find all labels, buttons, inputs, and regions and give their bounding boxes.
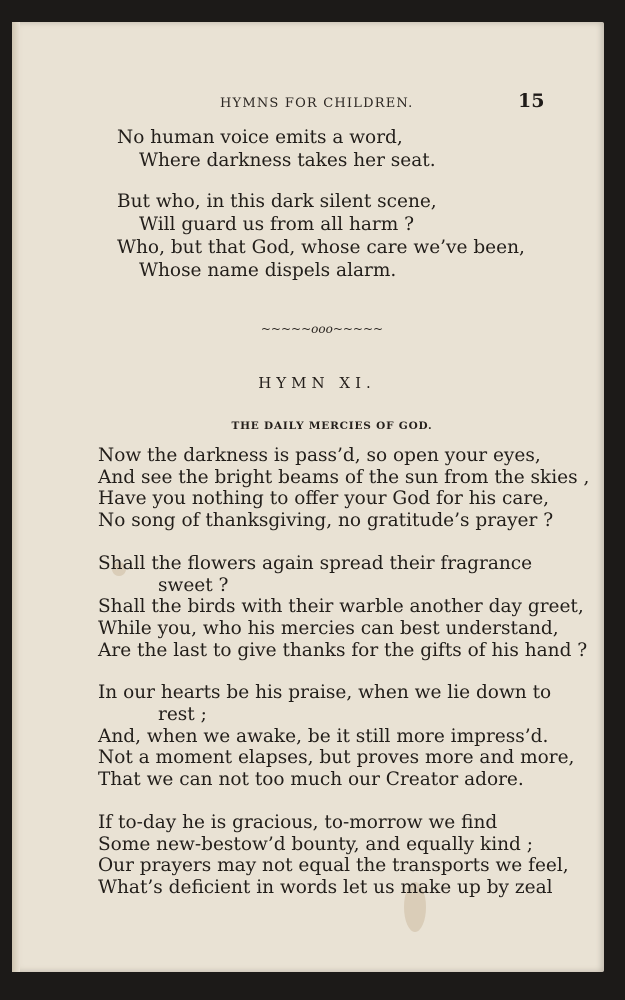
verse-line: What’s deficient in words let us make up by zeal: [98, 876, 553, 898]
verse-line: Are the last to give thanks for the gifts of his hand ?: [98, 639, 588, 661]
stanza: [98, 811, 569, 899]
running-title: HYMNS FOR CHILDREN.: [220, 96, 414, 111]
verse-line: Whose name dispels alarm.: [139, 260, 397, 281]
verse-line: In our hearts be his praise, when we lie down to: [98, 682, 552, 704]
verse-line: And see the bright beams of the sun from the skies ,: [98, 466, 590, 488]
hymn-body: [98, 445, 590, 920]
page-header: [12, 90, 604, 120]
verse-line: Have you nothing to offer your God for his care,: [98, 488, 550, 510]
continued-verses: [117, 126, 525, 300]
verse-line: While you, who his mercies can best understand,: [98, 617, 559, 639]
page-gutter: [12, 22, 20, 972]
verse-line: Not a moment elapses, but proves more and more,: [98, 747, 575, 769]
verse-line: And, when we awake, be it still more impress’d.: [98, 725, 549, 747]
verse-line: Now the darkness is pass’d, so open your eyes,: [98, 445, 541, 466]
verse-line: Our prayers may not equal the transports we feel,: [98, 855, 569, 877]
section-ornament: ~~~~~ooo~~~~~: [260, 322, 384, 336]
verse-line: No human voice emits a word,: [117, 127, 403, 148]
verse-line: sweet ?: [158, 574, 229, 596]
verse-line: Who, but that God, whose care we’ve been,: [117, 237, 525, 258]
verse-line: If to-day he is gracious, to-morrow we find: [98, 811, 498, 833]
verse-line: That we can not too much our Creator adore.: [98, 769, 524, 791]
verse-line: No song of thanksgiving, no gratitude’s prayer ?: [98, 510, 554, 532]
stanza: [117, 126, 517, 172]
stanza: [98, 682, 575, 791]
book-page: [12, 22, 604, 972]
verse-line: Will guard us from all harm ?: [139, 214, 415, 235]
hymn-number: HYMN XI.: [258, 374, 376, 392]
hymn-subtitle: THE DAILY MERCIES OF GOD.: [231, 420, 433, 432]
verse-line: But who, in this dark silent scene,: [117, 191, 437, 212]
verse-line: Shall the flowers again spread their fragrance: [98, 552, 533, 574]
verse-line: Some new-bestow’d bounty, and equally kind ;: [98, 833, 533, 855]
verse-line: Shall the birds with their warble another day greet,: [98, 596, 584, 618]
stanza: [98, 552, 588, 662]
stanza: [98, 445, 590, 532]
page-number: 15: [518, 90, 545, 112]
verse-line: rest ;: [158, 704, 207, 726]
stanza: [117, 190, 525, 282]
verse-line: Where darkness takes her seat.: [139, 150, 436, 171]
